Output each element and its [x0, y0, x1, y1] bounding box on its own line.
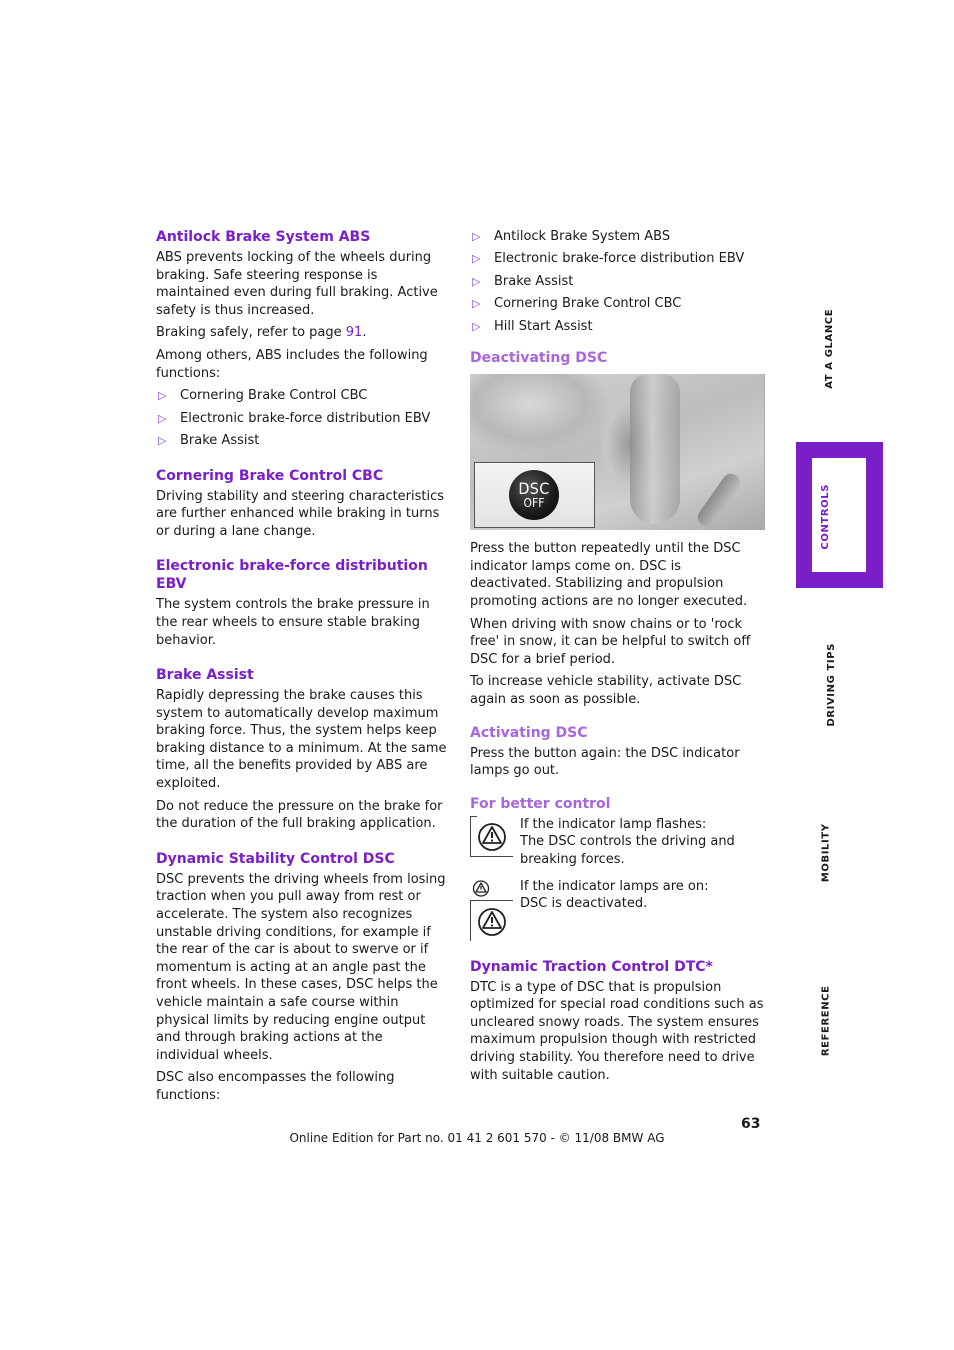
- flash-text-1: If the indicator lamp flashes:: [520, 816, 707, 832]
- list-item-label: Brake Assist: [494, 273, 574, 289]
- abs-paragraph-3: Among others, ABS includes the following functions:: [156, 347, 428, 381]
- deactivating-paragraph-2: When driving with snow chains or to 'rock free' in snow, it can be helpful to switch off DSC for a brief period.: [470, 616, 751, 667]
- list-item: [470, 273, 764, 291]
- brake-assist-paragraph-2: Do not reduce the pressure on the brake for the duration of the full braking application.: [156, 798, 443, 832]
- activating-heading: Activating DSC: [470, 724, 588, 741]
- gear-shifter-photo: [470, 374, 765, 530]
- triangle-right-icon: ▷: [158, 389, 167, 403]
- cbc-paragraph-1: Driving stability and steering characteristics are further enhanced while braking in turns or during a lane change.: [156, 488, 445, 539]
- section-brake-assist: [156, 666, 448, 833]
- list-item-label: Cornering Brake Control CBC: [494, 296, 682, 312]
- sidebar-tab-reference[interactable]: [790, 985, 862, 1057]
- dsc-button-label-1: DSC: [518, 478, 550, 498]
- triangle-right-icon: ▷: [472, 274, 481, 288]
- dtc-paragraph-1: DTC is a type of DSC that is propulsion optimized for special road conditions such as uncleared snowy roads. The system ensures maximum propulsion though with restricted driving stability. You therefore need to drive with suitable caution.: [470, 979, 764, 1083]
- list-item-label: Antilock Brake System ABS: [494, 229, 671, 244]
- on-text-1: If the indicator lamps are on:: [520, 878, 709, 894]
- dsc-off-button: [509, 470, 559, 520]
- section-deactivating-dsc: [470, 349, 764, 708]
- abs-p2-suffix: .: [362, 325, 367, 341]
- list-item: [470, 250, 764, 268]
- dsc-button-inset: [474, 462, 595, 528]
- dsc-button-label-2: OFF: [523, 495, 545, 510]
- better-control-heading: For better control: [470, 795, 611, 812]
- tab-label: DRIVING TIPS: [825, 643, 837, 727]
- page-number: 63: [741, 1116, 761, 1132]
- list-item: [470, 295, 764, 313]
- dsc-paragraph-1: DSC prevents the driving wheels from losing traction when you pull away from rest or accelerate. The system also recognizes unstable driving conditions, for example if the rear of the car is about to swerve or if momentum is acting at an angle past the front wheels. In these cases, DSC helps the vehicle maintain a safe course within physical limits by reducing engine output and through braking actions at the individual wheels.: [156, 871, 446, 1063]
- on-text-2: DSC is deactivated.: [520, 896, 648, 912]
- triangle-right-icon: ▷: [472, 297, 481, 311]
- sidebar-tab-controls[interactable]: [790, 483, 862, 550]
- triangle-right-icon: ▷: [472, 319, 481, 333]
- section-dsc: [156, 850, 448, 1105]
- handbrake-lever-graphic: [694, 470, 743, 529]
- list-item: [156, 432, 448, 450]
- ebv-heading: Electronic brake-force distribution EBV: [156, 558, 428, 593]
- dtc-heading: Dynamic Traction Control DTC*: [470, 958, 713, 975]
- indicator-on-row: [470, 878, 764, 942]
- dsc-heading: Dynamic Stability Control DSC: [156, 850, 395, 867]
- sidebar-tab-mobility[interactable]: [790, 823, 862, 883]
- list-item: [156, 387, 448, 405]
- tab-label: CONTROLS: [820, 483, 832, 550]
- section-better-control: [470, 795, 764, 942]
- dsc-warning-triangle-icon: [470, 816, 513, 857]
- abs-p2-prefix: Braking safely, refer to page: [156, 325, 346, 341]
- page-91-link[interactable]: 91: [345, 325, 363, 341]
- abs-paragraph-2: [156, 324, 448, 342]
- brake-assist-heading: Brake Assist: [156, 667, 254, 684]
- left-column: [156, 228, 448, 1122]
- activating-paragraph-1: Press the button again: the DSC indicator lamps go out.: [470, 745, 740, 779]
- list-item-label: Cornering Brake Control CBC: [180, 388, 368, 404]
- deactivating-paragraph-1: Press the button repeatedly until the DSC indicator lamps come on. DSC is deactivated. Stabilizing and propulsion promoting actions are no longer executed.: [470, 541, 748, 609]
- sidebar-tab-driving-tips[interactable]: [790, 643, 862, 727]
- deactivating-paragraph-3: To increase vehicle stability, activate DSC again as soon as possible.: [470, 674, 742, 707]
- ebv-paragraph-1: The system controls the brake pressure in the rear wheels to ensure stable braking behavior.: [156, 597, 430, 648]
- section-dtc: [470, 958, 764, 1085]
- list-item: [156, 410, 448, 428]
- triangle-right-icon: ▷: [472, 230, 481, 243]
- abs-paragraph-1: ABS prevents locking of the wheels during braking. Safe steering response is maintained even during full braking. Active safety is thus increased.: [156, 250, 438, 318]
- shift-knob-graphic: [630, 374, 680, 524]
- abs-heading: Antilock Brake System ABS: [156, 229, 371, 245]
- triangle-right-icon: ▷: [158, 433, 167, 447]
- section-ebv: [156, 557, 448, 649]
- flash-text-2: The DSC controls the driving and breaking forces.: [520, 834, 735, 867]
- section-cbc: [156, 467, 448, 541]
- list-item-label: Hill Start Assist: [494, 318, 593, 334]
- triangle-right-icon: ▷: [158, 411, 167, 425]
- deactivating-heading: Deactivating DSC: [470, 350, 608, 367]
- list-item-label: Electronic brake-force distribution EBV: [180, 410, 431, 426]
- dsc-paragraph-2: DSC also encompasses the following functions:: [156, 1070, 395, 1103]
- tab-label: REFERENCE: [820, 985, 832, 1057]
- right-column: [470, 228, 764, 1101]
- brake-assist-paragraph-1: Rapidly depressing the brake causes this system to automatically develop maximum braking force. Thus, the system helps keep braking distance to a minimum. At the same time, all the benefits provided by ABS are exploited.: [156, 688, 447, 792]
- tab-label: MOBILITY: [820, 823, 832, 883]
- footer-copyright: Online Edition for Part no. 01 41 2 601 570 - © 11/08 BMW AG: [289, 1131, 665, 1145]
- abs-function-list: [156, 387, 448, 449]
- dsc-function-list: [470, 228, 764, 335]
- section-abs: [156, 228, 448, 450]
- dsc-warning-small-icon: [470, 878, 492, 898]
- indicator-flash-row: [470, 816, 764, 874]
- section-activating-dsc: [470, 724, 764, 780]
- list-item: [470, 318, 764, 336]
- sidebar-tab-at-a-glance[interactable]: [790, 308, 862, 389]
- tab-label: AT A GLANCE: [824, 308, 836, 389]
- dsc-warning-large-icon: [470, 900, 513, 941]
- triangle-right-icon: ▷: [472, 252, 481, 266]
- list-item: [470, 228, 764, 246]
- cbc-heading: Cornering Brake Control CBC: [156, 467, 384, 484]
- list-item-label: Brake Assist: [180, 432, 260, 448]
- list-item-label: Electronic brake-force distribution EBV: [494, 251, 745, 267]
